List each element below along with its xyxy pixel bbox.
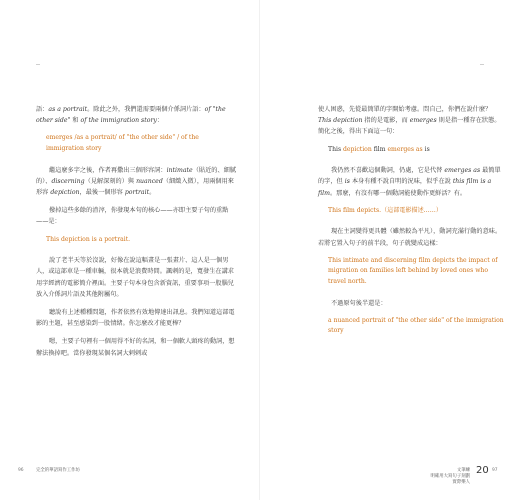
example-sentence: This depiction film emerges as is: [328, 145, 430, 153]
paragraph: 說了老半天等於沒說，好像在說這幅畫是一張畫片、這人是一個男人，或這部車是一種車輛，很本就是浪費時間。諷刺的是，寬發生在講求用字經濟的電影簡介裡面。主要子句本身包含新資訊，重要事項一股腦兒放入介係詞片語及其他附屬句。: [36, 257, 234, 298]
page-number: 20: [476, 465, 489, 476]
example-sentence: a nuanced portrait of "the other side" of the immigration story: [328, 316, 504, 335]
paragraph: 語：as a portrait。除此之外，我們還需要兩個介係詞片語：of "the other side" 和 of the immigration story：: [36, 106, 226, 125]
example-sentence: This depiction is a portrait.: [46, 235, 131, 243]
running-footer: 文筆練 明確用大寫句子刻劃實際樂人: [430, 468, 470, 485]
page-folio-number: 96: [18, 468, 24, 473]
page-folio-number: 97: [492, 468, 498, 473]
running-footer: 完全的華語寫作工作坊: [36, 468, 80, 473]
example-sentence: emerges /as a portrait/ of "the other side" / of the immigration story: [46, 134, 199, 152]
right-page-body: [318, 104, 504, 347]
paragraph: 嗯，主要子句裡有一個用得不好的名詞，和一個軟人頭疼的動詞，想辦法換掉吧。當你發現某個名詞大剌剌或: [36, 338, 235, 357]
paragraph: 我仍然不喜歡這個動詞，仍處，它是代替 emerges as 最簡單的字，但 is 本身有種不說自明的況味，似乎在說 this film is a film。那麼，有沒有哪一個動詞能使動作更鮮活？有。: [318, 167, 501, 197]
example-sentence: This film depicts.（這部電影描述……）: [328, 206, 442, 214]
paragraph: 繼這麼多字之後，作者再撒出三個形容詞：intimate（貼近的、細膩的）、discerning（見解深刻的）與 nuanced（細緻入微），用兩個用來形容 depiction，最後一個形容 portrait。: [36, 166, 237, 196]
paragraph: 現在主詞變得更具體（雖然較為平凡），動詞充滿行動的意味。若將它置入句子的前半段，句子就變成這樣：: [318, 228, 502, 247]
example-sentence: This intimate and discerning film depicts the impact of migration on families left behind by loved ones who travel north.: [328, 256, 498, 285]
paragraph: 聽說有上述種種問題，作者依然有效地傳達出訊息。我們知道這部電影的主題，甚至感染到一股情緒。你怎麼改才能更棒？: [36, 309, 235, 328]
paragraph: 不過原句後半還是：: [331, 299, 387, 307]
paragraph: 撥掉這些多餘的渣滓，你發現本句的核心——亦即主要子句的重點——是：: [36, 207, 229, 226]
paragraph: 使人困惑，先從最簡單的字開始考慮。問自己，你們在說什麼？This depiction 指的是電影，而 emerges 則是指一種存在狀態。簡化之後，得出下面這一句：: [318, 106, 501, 136]
left-page-body: [36, 104, 236, 366]
